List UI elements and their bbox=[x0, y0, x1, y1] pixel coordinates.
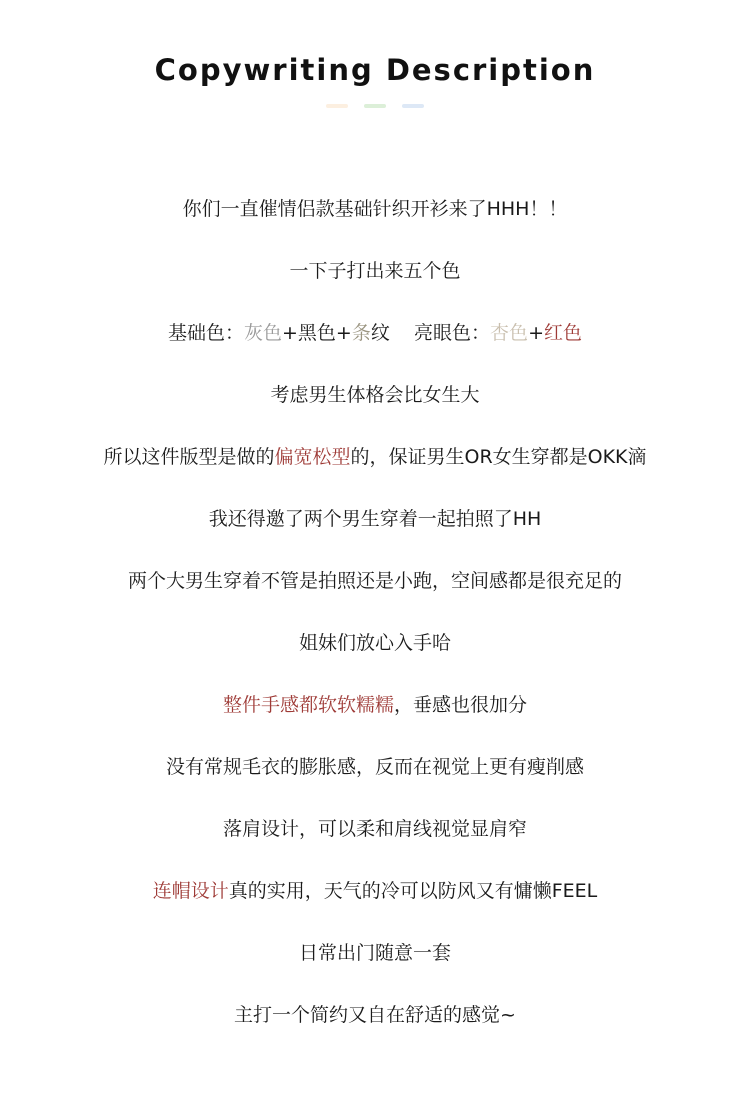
copy-line bbox=[0, 736, 750, 798]
copy-text: 纹 亮眼色： bbox=[370, 322, 491, 344]
copy-text: 姐妹们放心入手哈 bbox=[298, 632, 451, 654]
copy-line bbox=[0, 364, 750, 426]
copy-line bbox=[0, 550, 750, 612]
copy-text: + bbox=[528, 322, 544, 344]
copy-text: 主打一个简约又自在舒适的感觉~ bbox=[234, 1004, 516, 1026]
copy-text: 日常出门随意一套 bbox=[298, 942, 451, 964]
copy-line bbox=[0, 612, 750, 674]
decor-dot-2 bbox=[364, 104, 386, 108]
copy-line bbox=[0, 922, 750, 984]
copy-line bbox=[0, 178, 750, 240]
copy-text: 落肩设计，可以柔和肩线视觉显肩窄 bbox=[222, 818, 527, 840]
description-body bbox=[0, 178, 750, 1046]
highlight-text: 灰色 bbox=[244, 322, 283, 344]
copy-line bbox=[0, 984, 750, 1046]
highlight-text: 条 bbox=[351, 322, 371, 344]
copy-text: 一下子打出来五个色 bbox=[289, 260, 461, 282]
highlight-text: 红色 bbox=[543, 322, 582, 344]
copy-text: 真的实用，天气的冷可以防风又有慵懒FEEL bbox=[228, 880, 598, 902]
copy-text: +黑色+ bbox=[282, 322, 352, 344]
decorative-dots bbox=[0, 104, 750, 108]
copy-line bbox=[0, 426, 750, 488]
copy-text: ，垂感也很加分 bbox=[394, 694, 528, 716]
highlight-text: 连帽设计 bbox=[152, 880, 229, 902]
copy-line bbox=[0, 860, 750, 922]
highlight-text: 整件手感都软软糯糯 bbox=[222, 694, 394, 716]
highlight-text: 偏宽松型 bbox=[274, 446, 351, 468]
copy-line bbox=[0, 798, 750, 860]
header bbox=[0, 50, 750, 108]
decor-dot-3 bbox=[402, 104, 424, 108]
copy-text: 的，保证男生OR女生穿都是OKK滴 bbox=[350, 446, 647, 468]
copy-line bbox=[0, 674, 750, 736]
decor-dot-1 bbox=[326, 104, 348, 108]
copy-line bbox=[0, 240, 750, 302]
copy-line bbox=[0, 488, 750, 550]
copy-text: 所以这件版型是做的 bbox=[103, 446, 275, 468]
copy-text: 考虑男生体格会比女生大 bbox=[270, 384, 480, 406]
page-title: Copywriting Description bbox=[154, 53, 596, 87]
copy-line bbox=[0, 302, 750, 364]
copy-text: 基础色： bbox=[167, 322, 244, 344]
copy-text: 没有常规毛衣的膨胀感，反而在视觉上更有瘦削感 bbox=[165, 756, 584, 778]
highlight-text: 杏色 bbox=[490, 322, 529, 344]
copy-text: 两个大男生穿着不管是拍照还是小跑，空间感都是很充足的 bbox=[127, 570, 622, 592]
copy-text: 你们一直催情侣款基础针织开衫来了HHH！！ bbox=[182, 198, 568, 220]
copy-text: 我还得邀了两个男生穿着一起拍照了HH bbox=[208, 508, 542, 530]
